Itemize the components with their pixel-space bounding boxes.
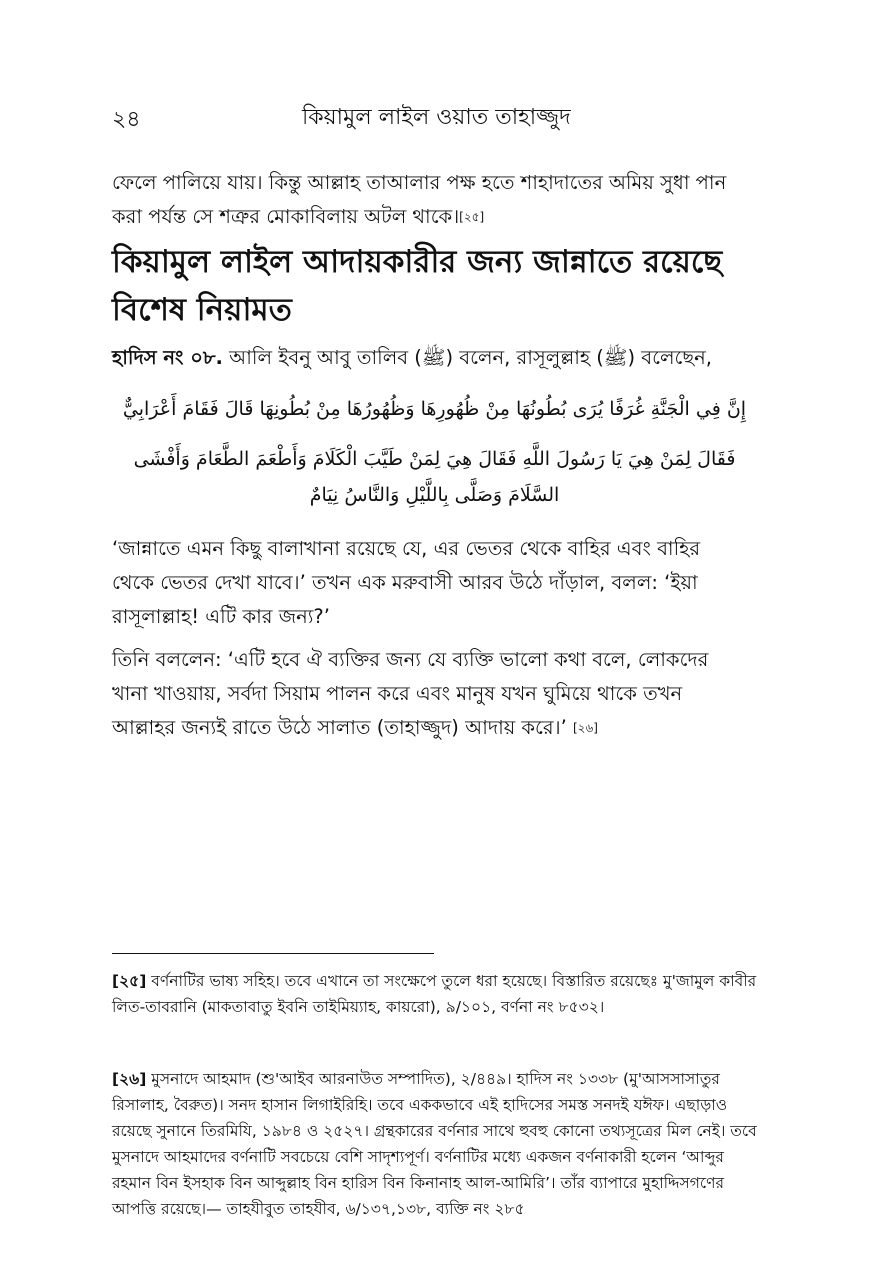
- translation-paragraph-2: [112, 643, 744, 745]
- translation-paragraph-1: ‘জান্নাতে এমন কিছু বালাখানা রয়েছে যে, এর ভেতর থেকে বাহির এবং বাহির থেকে ভেতর দেখা যাবে।’ তখন এক মরুবাসী আরব উঠে দাঁড়াল, বলল: ‘ইয়া রাসূলাল্লাহ! এটি কার জন্য?’: [112, 537, 701, 628]
- arabic-text-line-3: السَّلَامَ وَصَلَّى بِاللَّيْلِ وَالنَّاسُ نِيَامٌ: [309, 484, 560, 506]
- translation-text-2: তিনি বললেন: ‘এটি হবে ঐ ব্যক্তির জন্য যে ব্যক্তি ভালো কথা বলে, লোকদের খানা খাওয়ায়, সর্বদা সিয়াম পালন করে এবং মানুষ যখন ঘুমিয়ে থাকে তখন আল্লাহর জন্যই রাতে উঠে সালাত (তাহাজ্জুদ) আদায় করে।’: [112, 648, 709, 739]
- footnote-text: মুসনাদে আহমাদ (শু'আইব আরনাউত সম্পাদিত), ২/৪৪৯। হাদিস নং ১৩৩৮ (মু'আসসাসাতুর রিসালাহ, বৈরুত)। সনদ হাসান লিগাইরিহি। তবে এককভাবে এই হাদিসের সমস্ত সনদই যঈফ। এছাড়াও রয়েছে সুনানে তিরমিযি, ১৯৮৪ ও ২৫২৭। গ্রন্থকারের বর্ণনার সাথে হুবহু কোনো তথ্যসূত্রের মিল নেই। তবে মুসনাদে আহমাদের বর্ণনাটি সবচেয়ে বেশি সাদৃশ্যপূর্ণ। বর্ণনাটির মধ্যে একজন বর্ণনাকারী হলেন ‘আব্দুর রহমান বিন ইসহাক বিন আব্দুল্লাহ বিন হারিস বিন কিনানাহ আল-আমিরি’। তাঁর ব্যাপারে মুহাদ্দিসগণের আপত্তি রয়েছে।— তাহযীবুত তাহযীব, ৬/১৩৭,১৩৮, ব্যক্তি নং ২৮৫: [112, 1070, 757, 1218]
- footnote-ref-25[interactable]: [২৫]: [459, 210, 485, 224]
- footnote-25: [112, 968, 757, 1020]
- footnote-ref-26[interactable]: [২৬]: [572, 721, 598, 735]
- footnote-26: [112, 1066, 757, 1222]
- section-heading: কিয়ামুল লাইল আদায়কারীর জন্য জান্নাতে রয়েছে বিশেষ নিয়ামত: [112, 244, 723, 328]
- hadith-narrator: আলি ইবনু আবু তালিব (ﷺ) বলেন, রাসূলুল্লাহ (ﷺ) বলেছেন,: [229, 346, 712, 369]
- footnote-divider: [112, 953, 434, 954]
- running-title: কিয়ামুল লাইল ওয়াত তাহাজ্জুদ: [302, 105, 571, 130]
- footnote-mark: [২৬]: [112, 1070, 147, 1088]
- footnote-text: বর্ণনাটির ভাষ্য সহিহ। তবে এখানে তা সংক্ষেপে তুলে ধরা হয়েছে। বিস্তারিত রয়েছেঃ মু'জামুল কাবীর লিত-তাবরানি (মাকতাবাতু ইবনি তাইমিয়্যাহ, কায়রো), ৯/১০১, বর্ণনা নং ৮৫৩২।: [112, 972, 757, 1016]
- page-number: ২৪: [112, 107, 141, 132]
- arabic-text-line-1: إِنَّ فِي الْجَنَّةِ غُرَفًا يُرَى بُطُونُهَا مِنْ ظُهُورِهَا وَظُهُورُهَا مِنْ بُطُونِهَا قَالَ فَقَامَ أَعْرَابِيٌّ: [122, 398, 747, 420]
- intro-paragraph: [112, 166, 744, 234]
- page-header: [112, 96, 757, 136]
- footnote-mark: [২৫]: [112, 972, 147, 990]
- hadith-intro: [112, 341, 762, 375]
- arabic-text-line-2: فَقَالَ لِمَنْ هِيَ يَا رَسُولَ اللَّهِ فَقَالَ هِيَ لِمَنْ طَيَّبَ الْكَلَامَ وَأَطْعَمَ الطَّعَامَ وَأَفْشَى: [133, 448, 736, 470]
- intro-text: ফেলে পালিয়ে যায়। কিন্তু আল্লাহ তাআলার পক্ষ হতে শাহাদাতের অমিয় সুধা পান করা পর্যন্ত সে শত্রুর মোকাবিলায় অটল থাকে।: [112, 171, 727, 228]
- hadith-number: হাদিস নং ০৮.: [112, 346, 223, 369]
